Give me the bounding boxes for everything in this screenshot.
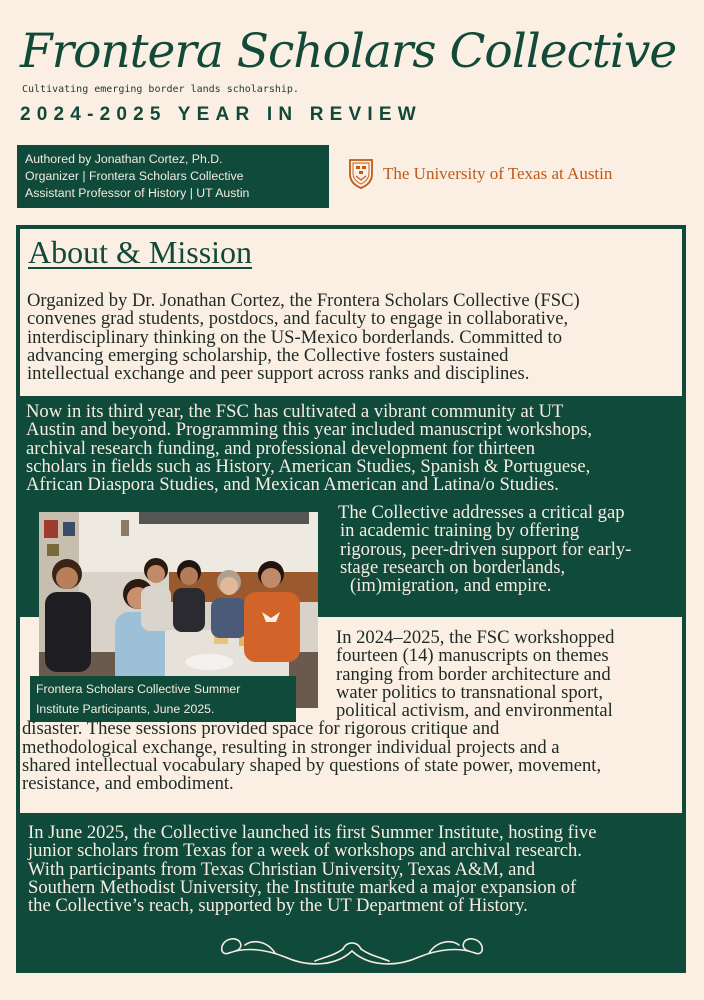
year-in-review-label: 2024-2025 YEAR IN REVIEW <box>20 104 422 125</box>
paragraph-summer-institute <box>28 824 597 915</box>
author-title-line: Assistant Professor of History | UT Austin <box>25 186 250 200</box>
text-line: archival research funding, and professional development for thirteen <box>26 437 536 459</box>
text-line: (im)migration, and empire. <box>350 575 552 597</box>
text-line: in academic training by offering <box>340 520 580 542</box>
text-line: intellectual exchange and peer support across ranks and disciplines. <box>27 363 530 385</box>
author-line: Authored by Jonathan Cortez, Ph.D. <box>25 152 223 166</box>
text-line: convenes grad students, postdocs, and faculty to engage in collaborative, <box>27 308 569 330</box>
flourish-ornament-icon <box>215 927 490 973</box>
paragraph-manuscripts <box>22 629 614 794</box>
text-line: In 2024–2025, the FSC workshopped <box>336 627 615 648</box>
text-line: Organized by Dr. Jonathan Cortez, the Frontera Scholars Collective (FSC) <box>27 290 580 311</box>
text-line: Austin and beyond. Programming this year included manuscript workshops, <box>26 419 592 441</box>
author-box <box>17 145 329 208</box>
university-logo <box>348 158 612 190</box>
caption-line: Frontera Scholars Collective Summer <box>36 682 241 696</box>
text-line: fourteen (14) manuscripts on themes <box>336 645 609 667</box>
university-name: The University of Texas at Austin <box>383 164 613 183</box>
text-line: rigorous, peer-driven support for early- <box>340 538 632 560</box>
text-line: ranging from border architecture and <box>336 663 611 685</box>
text-line: Now in its third year, the FSC has cultivated a vibrant community at UT <box>26 401 564 422</box>
text-line: Southern Methodist University, the Institute marked a major expansion of <box>28 876 577 898</box>
text-line: the Collective’s reach, supported by the UT Department of History. <box>28 895 528 917</box>
text-line: methodological exchange, resulting in stronger individual projects and a <box>22 736 560 758</box>
text-line: With participants from Texas Christian University, Texas A&M, and <box>28 858 536 880</box>
text-line: resistance, and embodiment. <box>22 773 234 795</box>
paragraph-gap <box>338 504 631 595</box>
caption-line: Institute Participants, June 2025. <box>36 702 215 716</box>
text-line: shared intellectual vocabulary shaped by questions of state power, movement, <box>22 755 602 777</box>
tagline: Cultivating emerging border lands scholarship. <box>22 84 299 95</box>
text-line: advancing emerging scholarship, the Collective fosters sustained <box>27 344 509 366</box>
text-line: African Diaspora Studies, and Mexican American and Latina/o Studies. <box>26 474 559 496</box>
text-line: In June 2025, the Collective launched its first Summer Institute, hosting five <box>28 822 597 843</box>
document-title: Frontera Scholars Collective <box>20 24 677 79</box>
text-line: interdisciplinary thinking on the US-Mexico borderlands. Committed to <box>27 326 563 348</box>
text-line: The Collective addresses a critical gap <box>338 502 625 523</box>
paragraph-mission <box>27 292 580 383</box>
text-line: junior scholars from Texas for a week of workshops and archival research. <box>28 840 582 862</box>
text-line: disaster. These sessions provided space for rigorous critique and <box>22 718 500 740</box>
text-line: stage research on borderlands, <box>340 556 566 578</box>
text-line: water politics to transnational sport, <box>336 681 603 703</box>
text-line: political activism, and environmental <box>336 700 613 722</box>
paragraph-community <box>26 403 592 494</box>
author-role-line: Organizer | Frontera Scholars Collective <box>25 169 244 183</box>
text-line: scholars in fields such as History, American Studies, Spanish & Portuguese, <box>26 455 591 477</box>
section-heading: About & Mission <box>28 234 253 270</box>
ut-shield-icon <box>348 158 374 190</box>
